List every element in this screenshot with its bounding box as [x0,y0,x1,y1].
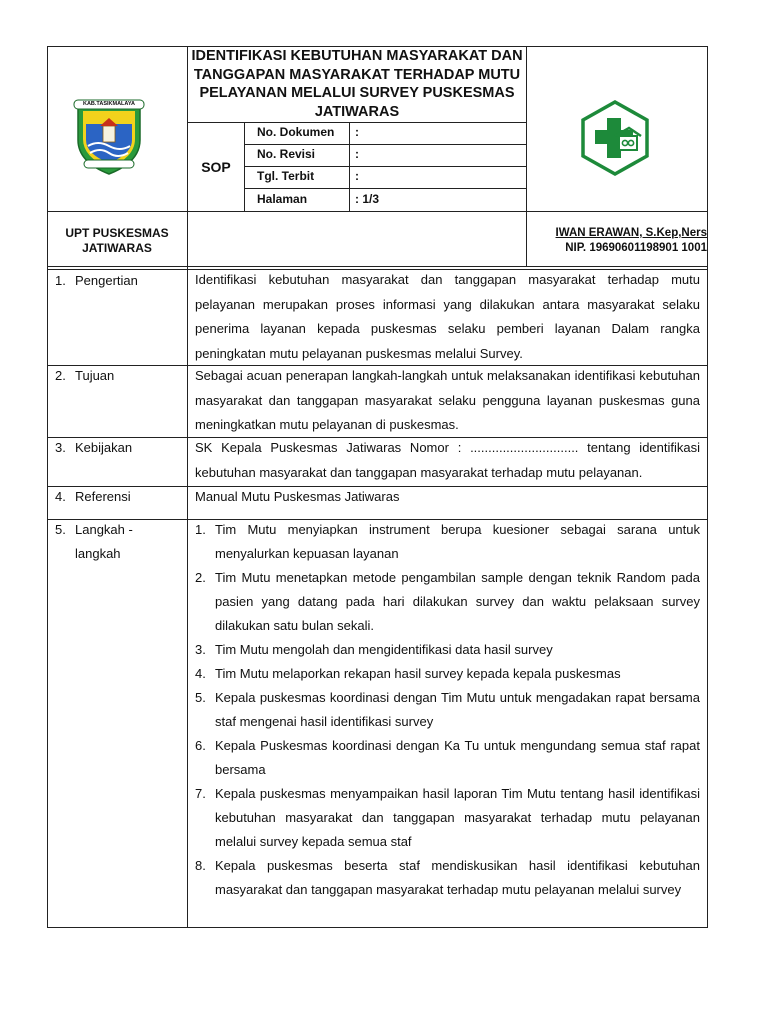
step-text: Kepala Puskesmas koordinasi dengan Ka Tu untuk mengundang semua staf rapat bersama [215,738,700,777]
step-number: 8. [195,858,206,873]
meta-value-revisi: : [355,147,359,161]
emblem-banner-text: KAB.TASIKMALAYA [82,101,136,107]
section-number: 4. [55,489,66,504]
list-item [195,518,700,566]
meta-value-dokumen: : [355,125,359,139]
section-label-tujuan [55,364,183,388]
list-item [195,566,700,638]
step-number: 2. [195,570,206,585]
org-name-line1: UPT PUSKESMAS [65,226,169,240]
meta-label-revisi: No. Revisi [257,147,316,161]
document-title: IDENTIFIKASI KEBUTUHAN MASYARAKAT DAN TANGGAPAN MASYARAKAT TERHADAP MUTU PELAYANAN MELALUI SURVEY PUSKESMAS JATIWARAS [191,48,523,120]
step-number: 6. [195,738,206,753]
org-name-line2: JATIWARAS [82,241,152,255]
meta-value-halaman: : 1/3 [355,192,380,206]
step-text: Kepala puskesmas beserta staf mendiskusikan hasil identifikasi kebutuhan masyarakat dan tanggapan masyarakat terhadap mutu pelayanan melalui survey [215,858,700,897]
section-number: 1. [55,273,66,288]
section-number: 2. [55,368,66,383]
signer-name: IWAN ERAWAN, S.Kep,Ners [555,227,707,239]
list-item [195,854,700,902]
step-number: 3. [195,642,206,657]
step-number: 5. [195,690,206,705]
table-border [47,46,48,928]
table-border [707,46,708,928]
signer-nip: NIP. 19690601198901 1001 [565,242,707,254]
section-text-kebijakan: SK Kepala Puskesmas Jatiwaras Nomor : .............................. tentang identifikasi kebutuhan masyarakat dan tanggapan masyarakat terhadap mutu pelayanan. [195,440,700,480]
step-text: Kepala puskesmas koordinasi dengan Tim Mutu untuk mengadakan rapat bersama staf mengenai hasil identifikasi survey [215,690,700,729]
step-text: Tim Mutu menetapkan metode pengambilan sample dengan teknik Random pada pasien yang datang pada hari dilakukan survey dan waktu pelaksaan survey dilakukan satu bulan sekali. [215,570,700,633]
section-title: Langkah - langkah [75,522,133,561]
section-label-referensi [55,485,183,509]
section-number: 3. [55,440,66,455]
org-name [48,226,186,256]
step-number: 4. [195,666,206,681]
table-border [244,144,527,145]
list-item [195,734,700,782]
meta-label-dokumen: No. Dokumen [257,125,335,139]
meta-value-terbit: : [355,169,359,183]
step-text: Tim Mutu melaporkan rekapan hasil survey kepada kepala puskesmas [215,666,621,681]
table-border [47,211,708,212]
step-text: Kepala puskesmas menyampaikan hasil laporan Tim Mutu tentang hasil identifikasi kebutuhan masyarakat dan tanggapan masyarakat terhadap mutu pelayanan melalui survey kepada semua staf [215,786,700,849]
section-text-tujuan: Sebagai acuan penerapan langkah-langkah untuk melaksanakan identifikasi kebutuhan masyarakat dan tanggapan masyarakat selaku pengguna layanan puskesmas guna meningkatkan mutu pelayanan di puskesmas. [195,368,700,432]
step-number: 7. [195,786,206,801]
signer-block [527,226,707,256]
section-text-pengertian: Identifikasi kebutuhan masyarakat dan tanggapan masyarakat terhadap mutu pelayanan merupakan proses informasi yang dilakukan antara masyarakat selaku penerima layanan kepada puskesmas selaku pemberi layanan Dalam rangka peningkatan mutu pelayanan puskesmas melalui Survey. [195,272,700,361]
section-title: Tujuan [75,368,115,383]
section-number: 5. [55,522,66,537]
section-title: Kebijakan [75,440,133,455]
table-border [244,188,527,189]
steps-list [195,518,700,902]
table-border [244,122,245,212]
step-number: 1. [195,522,206,537]
section-title: Pengertian [75,273,138,288]
section-text-referensi: Manual Mutu Puskesmas Jatiwaras [195,489,400,504]
meta-label-terbit: Tgl. Terbit [257,169,315,183]
list-item [195,782,700,854]
table-border [47,927,708,928]
sop-label: SOP [201,159,231,175]
puskesmas-logo-icon [577,100,653,176]
section-label-kebijakan [55,436,183,460]
section-label-langkah [55,518,155,566]
meta-label-halaman: Halaman [257,192,308,206]
section-label-pengertian [55,269,183,293]
list-item [195,662,700,686]
section-title: Referensi [75,489,131,504]
list-item [195,686,700,734]
table-border [244,166,527,167]
step-text: Tim Mutu mengolah dan mengidentifikasi data hasil survey [215,642,553,657]
table-border [47,266,708,267]
step-text: Tim Mutu menyiapkan instrument berupa kuesioner sebagai sarana untuk menyalurkan kepuasan layanan [215,522,700,561]
table-border [349,122,350,212]
list-item [195,638,700,662]
